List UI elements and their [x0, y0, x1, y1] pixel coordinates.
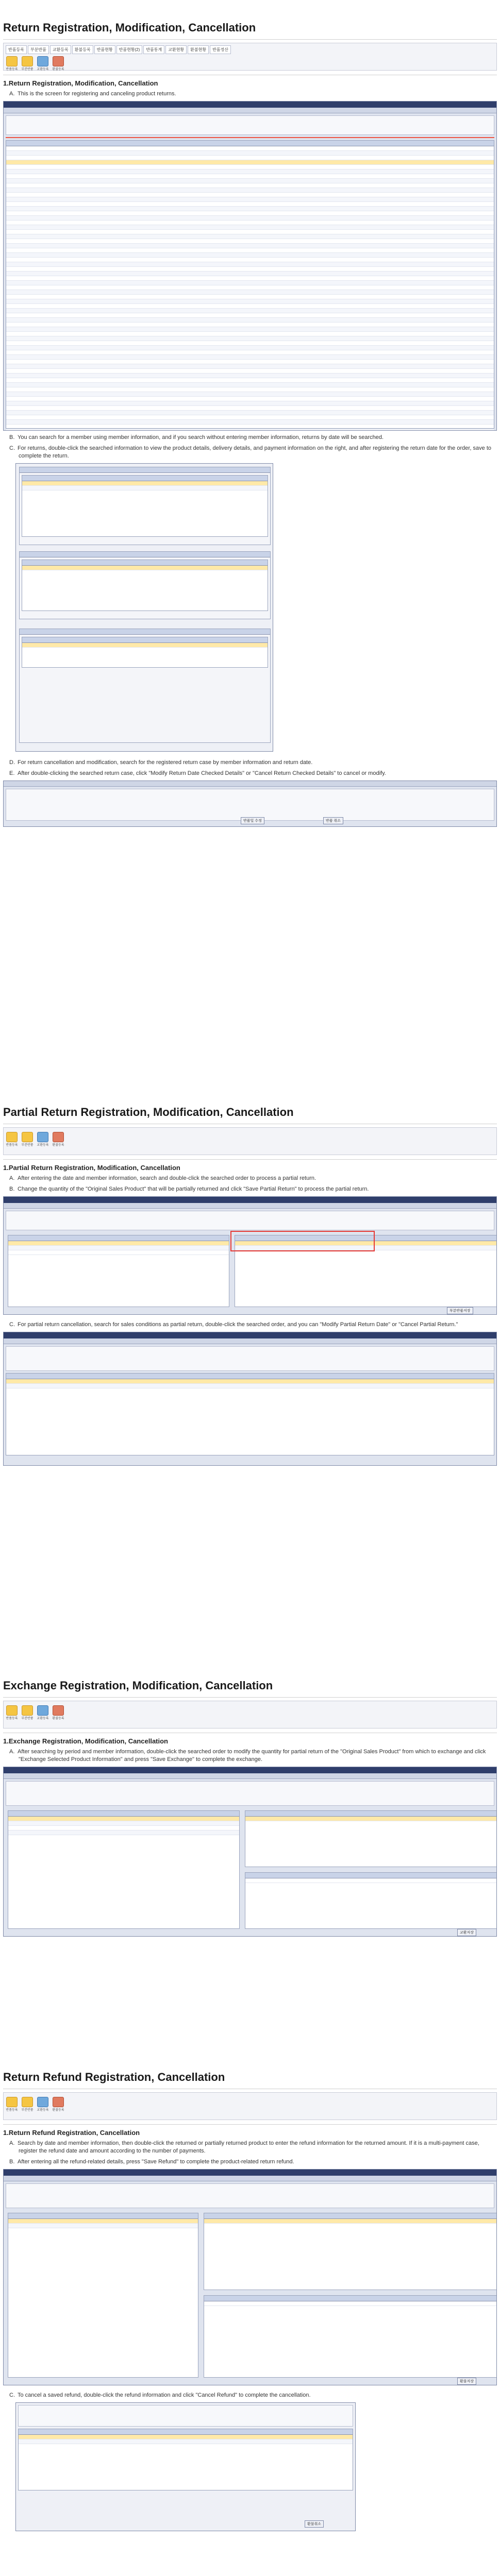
- partial-return-icon[interactable]: 부분반품: [21, 56, 34, 72]
- return-register-icon[interactable]: 반품등록: [6, 1132, 18, 1147]
- toolbar-tab[interactable]: 교환등록: [50, 45, 71, 54]
- menu-toolbar: [3, 2092, 497, 2120]
- instruction-step: C. For returns, double-click the searched information to view the product details, delivery details, and payment information on the right, and after registering the return date for the order, save to complete the return.: [9, 445, 491, 459]
- section-title: Exchange Registration, Modification, Cancellation: [3, 1679, 273, 1692]
- section-title: Return Refund Registration, Cancellation: [3, 2071, 225, 2083]
- instruction-step: A. After searching by period and member information, double-click the searched order to modify the quantity for partial return of the "Original Sales Product" from which to exchange and click "Exchange Selected Product Information" and press "Save Exchange" to complete the exchange.: [9, 1749, 486, 1762]
- product-detail-panel: [19, 467, 271, 545]
- toolbar-tab[interactable]: 반품현황(2): [116, 45, 143, 54]
- divider: [3, 39, 497, 40]
- search-form[interactable]: [6, 115, 494, 135]
- toolbar-tab[interactable]: 교환현황: [165, 45, 187, 54]
- toolbar-tab[interactable]: 환불등록: [72, 45, 93, 54]
- partial-return-icon[interactable]: 부분반품: [21, 2097, 34, 2112]
- instruction-step: A. After entering the date and member information, search and double-click the searched order to process a partial return.: [9, 1175, 316, 1181]
- refund-screenshot: [3, 2169, 497, 2385]
- partial-return-cancel-screenshot: [3, 1332, 497, 1466]
- subsection-title: 1.Return Registration, Modification, Cancellation: [3, 79, 158, 87]
- partial-return-icon[interactable]: 부분반품: [21, 1705, 34, 1721]
- subsection-title: 1.Exchange Registration, Modification, Cancellation: [3, 1737, 168, 1745]
- instruction-step: B. After entering all the refund-related details, press "Save Refund" to complete the product-related return refund.: [9, 2159, 294, 2165]
- return-detail-screenshot: [15, 463, 273, 752]
- section-refund: [0, 2070, 500, 2531]
- subsection-title: 1.Partial Return Registration, Modification, Cancellation: [3, 1164, 180, 1172]
- section-return-registration: [0, 21, 500, 827]
- section-partial-return: [0, 1105, 500, 1466]
- save-refund-button[interactable]: 환불저장: [457, 2378, 476, 2385]
- toolbar-tab[interactable]: 반품통계: [143, 45, 164, 54]
- instruction-step: D. For return cancellation and modification, search for the registered return case by member information and return date.: [9, 759, 313, 766]
- exchange-icon[interactable]: 교환등록: [37, 56, 49, 72]
- return-modify-screenshot: [3, 781, 497, 827]
- toolbar-tab[interactable]: 반품등록: [6, 45, 27, 54]
- menu-toolbar: [3, 43, 497, 71]
- toolbar-tab[interactable]: 반품현황: [94, 45, 115, 54]
- subsection-title: 1.Return Refund Registration, Cancellation: [3, 2129, 140, 2137]
- return-register-icon[interactable]: 반품등록: [6, 2097, 18, 2112]
- menu-toolbar: [3, 1701, 497, 1728]
- save-partial-return-button[interactable]: 부분반품저장: [447, 1307, 473, 1314]
- instruction-step: A. This is the screen for registering and canceling product returns.: [9, 91, 176, 97]
- exchange-icon[interactable]: 교환등록: [37, 2097, 49, 2112]
- instruction-step: E. After double-clicking the searched return case, click "Modify Return Date Checked Details" or "Cancel Return Checked Details" to cancel or modify.: [9, 770, 386, 776]
- cancel-return-button[interactable]: 반품 취소: [323, 817, 343, 824]
- payment-panel: [19, 629, 271, 743]
- return-grid[interactable]: [6, 140, 494, 429]
- toolbar-tab[interactable]: 환불현황: [188, 45, 209, 54]
- section-title: Partial Return Registration, Modification, Cancellation: [3, 1106, 294, 1118]
- refund-cancel-screenshot: [15, 2402, 356, 2531]
- instruction-step: A. Search by date and member information, then double-click the returned or partially returned product to enter the refund information for the returned amount. If it is a multi-payment case, register the refund date and amount according to the number of payments.: [9, 2140, 479, 2154]
- exchange-icon[interactable]: 교환등록: [37, 1132, 49, 1147]
- cancel-refund-button[interactable]: 환불취소: [305, 2520, 324, 2528]
- partial-return-icon[interactable]: 부분반품: [21, 1132, 34, 1147]
- return-register-icon[interactable]: 반품등록: [6, 1705, 18, 1721]
- exchange-screenshot: [3, 1767, 497, 1937]
- return-list-screenshot: [3, 101, 497, 431]
- toolbar-tab[interactable]: 부분반품: [28, 45, 49, 54]
- instruction-step: C. For partial return cancellation, search for sales conditions as partial return, double-click the searched order, and you can "Modify Partial Return Date" or "Cancel Partial Return.": [9, 1321, 458, 1328]
- exchange-icon[interactable]: 교환등록: [37, 1705, 49, 1721]
- partial-return-screenshot: [3, 1196, 497, 1315]
- menu-toolbar: [3, 1127, 497, 1155]
- refund-icon[interactable]: 환불등록: [52, 1705, 64, 1721]
- refund-icon[interactable]: 환불등록: [52, 1132, 64, 1147]
- section-exchange: [0, 1679, 500, 1937]
- refund-icon[interactable]: 환불등록: [52, 56, 64, 72]
- toolbar-tab[interactable]: 반품정산: [210, 45, 231, 54]
- refund-icon[interactable]: 환불등록: [52, 2097, 64, 2112]
- instruction-step: C. To cancel a saved refund, double-click the refund information and click "Cancel Refund" to complete the cancellation.: [9, 2392, 311, 2398]
- save-exchange-button[interactable]: 교환저장: [457, 1929, 476, 1936]
- section-title: Return Registration, Modification, Cancellation: [3, 21, 256, 34]
- return-register-icon[interactable]: 반품등록: [6, 56, 18, 72]
- delivery-detail-panel: [19, 551, 271, 619]
- instruction-step: B. You can search for a member using member information, and if you search without entering member information, returns by date will be searched.: [9, 434, 384, 440]
- instruction-step: B. Change the quantity of the "Original Sales Product" that will be partially returned and click "Save Partial Return" to process the partial return.: [9, 1186, 369, 1192]
- modify-return-date-button[interactable]: 반품일 수정: [241, 817, 264, 824]
